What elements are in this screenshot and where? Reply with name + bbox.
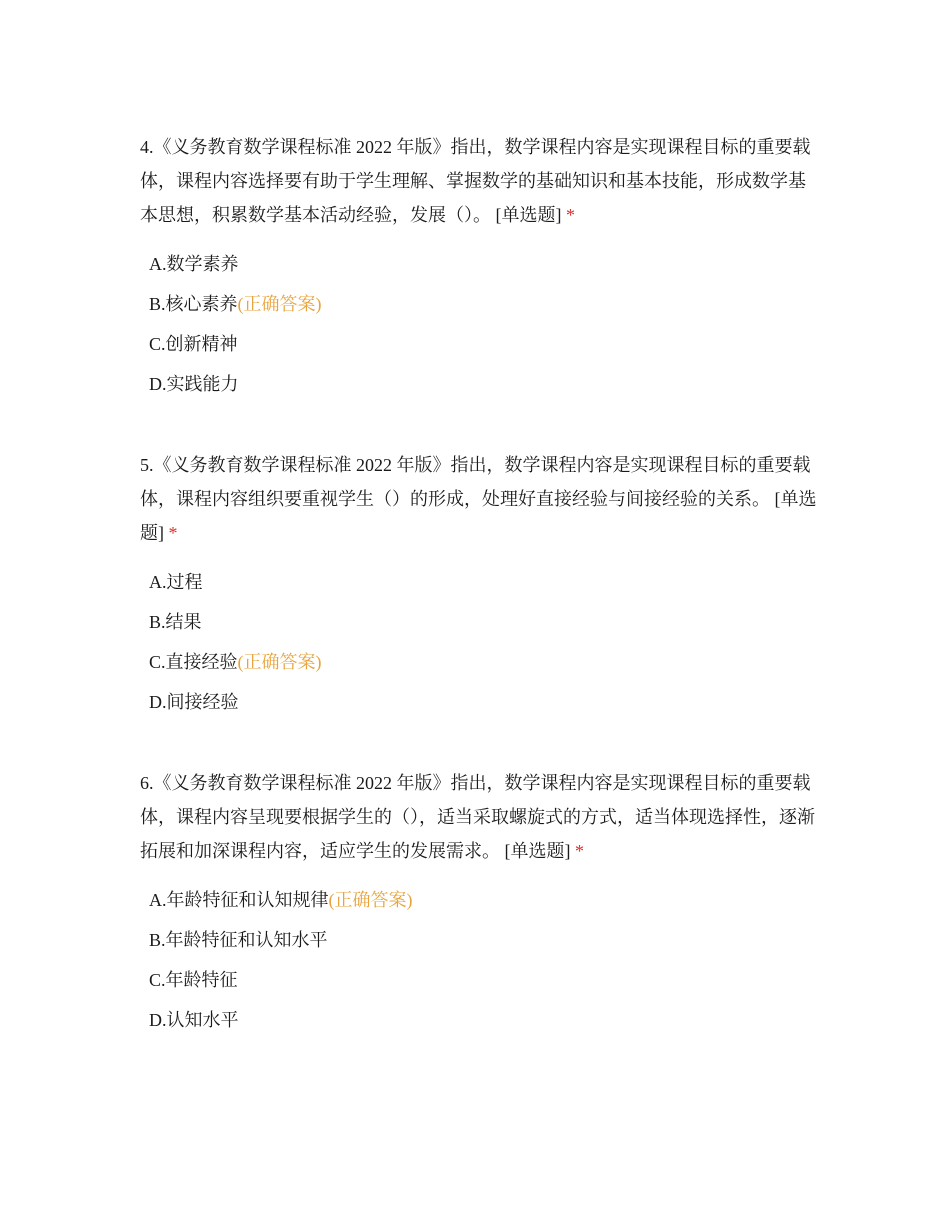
option-list (140, 880, 820, 1040)
option-b[interactable] (149, 284, 820, 324)
correct-answer-tag: (正确答案) (328, 890, 413, 910)
option-label: C.年龄特征 (149, 970, 238, 990)
option-label: A.过程 (149, 572, 203, 592)
question-type-label: [单选题] (504, 841, 571, 861)
option-a[interactable] (149, 562, 820, 602)
question-type-label: [单选题] (140, 489, 817, 543)
option-b[interactable] (149, 602, 820, 642)
question-5 (140, 448, 820, 722)
correct-answer-tag: (正确答案) (237, 294, 322, 314)
option-c[interactable] (149, 642, 820, 682)
option-d[interactable] (149, 364, 820, 404)
option-b[interactable] (149, 920, 820, 960)
option-label: D.认知水平 (149, 1010, 239, 1030)
required-mark: * (575, 841, 584, 861)
question-stem: 5.《义务教育数学课程标准 2022 年版》指出，数学课程内容是实现课程目标的重要载体，课程内容组织要重视学生（）的形成，处理好直接经验与间接经验的关系。 (140, 455, 811, 509)
option-list (140, 244, 820, 404)
question-text (140, 130, 820, 232)
option-list (140, 562, 820, 722)
question-text (140, 448, 820, 550)
correct-answer-tag: (正确答案) (237, 652, 322, 672)
option-label: C.创新精神 (149, 334, 238, 354)
option-label: D.实践能力 (149, 374, 239, 394)
question-type-label: [单选题] (495, 205, 562, 225)
option-a[interactable] (149, 880, 820, 920)
required-mark: * (168, 523, 178, 543)
question-stem: 4.《义务教育数学课程标准 2022 年版》指出，数学课程内容是实现课程目标的重要载体，课程内容选择要有助于学生理解、掌握数学的基础知识和基本技能，形成数学基本思想，积累数学基本活动经验，发展（）。 (140, 137, 811, 225)
option-label: A.数学素养 (149, 254, 239, 274)
option-a[interactable] (149, 244, 820, 284)
question-stem: 6.《义务教育数学课程标准 2022 年版》指出，数学课程内容是实现课程目标的重要载体，课程内容呈现要根据学生的（），适当采取螺旋式的方式，适当体现选择性，逐渐拓展和加深课程内容，适应学生的发展需求。 (140, 773, 815, 861)
option-label: B.年龄特征和认知水平 (149, 930, 328, 950)
required-mark: * (566, 205, 575, 225)
option-label: D.间接经验 (149, 692, 239, 712)
option-d[interactable] (149, 682, 820, 722)
question-6 (140, 766, 820, 1040)
option-label: B.结果 (149, 612, 202, 632)
option-label: B.核心素养 (149, 294, 238, 314)
option-label: A.年龄特征和认知规律 (149, 890, 329, 910)
option-c[interactable] (149, 324, 820, 364)
option-label: C.直接经验 (149, 652, 238, 672)
option-c[interactable] (149, 960, 820, 1000)
option-d[interactable] (149, 1000, 820, 1040)
question-text (140, 766, 820, 868)
question-4 (140, 130, 820, 404)
